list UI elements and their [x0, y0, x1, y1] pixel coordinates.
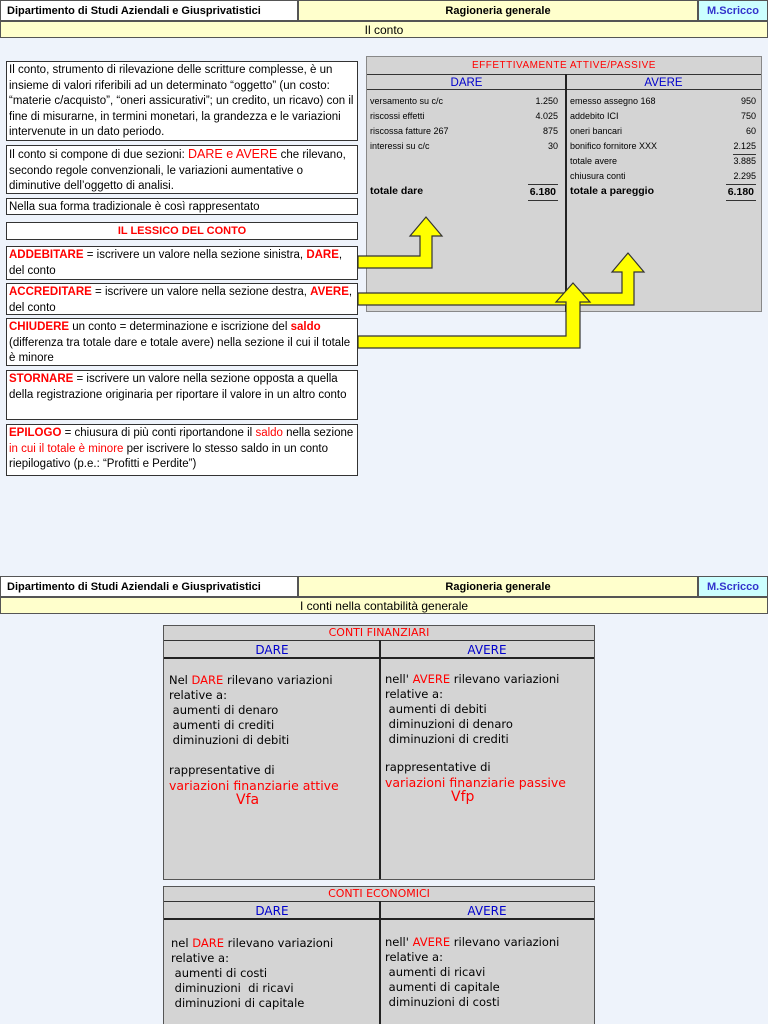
conti-finanziari-title: CONTI FINANZIARI: [328, 626, 430, 639]
dare-total-row: totale dare 6.180: [370, 184, 558, 199]
def-accreditare-end: , del conto: [9, 286, 353, 314]
eco-dare-header: DARE: [164, 901, 380, 920]
def-epilogo-mid: nella sezione: [282, 427, 354, 439]
term-stornare: STORNARE: [9, 373, 74, 385]
avere-row: addebito ICI 750: [570, 111, 756, 121]
fin-dare-header: DARE: [164, 640, 380, 659]
t-account-title: EFFETTIVAMENTE ATTIVE/PASSIVE: [472, 60, 656, 71]
arrow-addebitare-icon: [358, 217, 442, 268]
def-stornare: = iscrivere un valore nella sezione opposta a quella della registrazione originaria per riportare il valore in un altro conto: [9, 373, 347, 401]
term-addebitare: ADDEBITARE: [9, 249, 84, 261]
term-avere: AVERE: [310, 286, 349, 298]
slide2-header: [0, 576, 768, 597]
avere-row: oneri bancari 60: [570, 126, 756, 136]
dare-row: interessi su c/c 30: [370, 141, 558, 151]
def-epilogo-end: per iscrivere lo stesso saldo in un conto riepilogativo (p.e.: “Profitti e Perdite”): [9, 442, 328, 470]
author-label: M.Scricco: [698, 0, 768, 21]
avere-row: emesso assegno 168 950: [570, 96, 756, 106]
def-chiudere-end: (differenza tra totale dare e totale avere) nella sezione il cui il totale è minore: [9, 336, 351, 364]
avere-row: bonifico fornitore XXX 2.125: [570, 139, 756, 154]
conti-economici-box: [163, 886, 595, 1024]
t-account-avere-header: AVERE: [566, 74, 761, 90]
conti-economici-title: CONTI ECONOMICI: [328, 887, 430, 900]
dare-row: versamento su c/c 1.250: [370, 96, 558, 106]
department-label: Dipartimento di Studi Aziendali e Giusprivatistici: [0, 0, 298, 21]
fin-dare-text: Nel DARE rilevano variazioni relative a: aumenti di denaro aumenti di crediti diminuzioni di debiti rappresentative di variazioni finanziarie attive Vfa: [169, 673, 339, 808]
eco-avere-text: nell' AVERE rilevano variazioni relative a: aumenti di ricavi aumenti di capitale diminuzioni di costi: [385, 935, 560, 1009]
def-epilogo: = chiusura di più conti riportandone il: [61, 427, 256, 439]
eco-dare-text: nel DARE rilevano variazioni relative a: aumenti di costi diminuzioni di ricavi diminuzioni di capitale: [171, 936, 334, 1010]
fin-avere-text: nell' AVERE rilevano variazioni relative a: aumenti di debiti diminuzioni di denaro diminuzioni di crediti rappresentative di variazioni finanziarie passive Vfp: [385, 672, 566, 805]
fin-avere-header: AVERE: [380, 640, 594, 659]
def-addebitare: = iscrivere un valore nella sezione sinistra,: [83, 249, 307, 261]
def-addebitare-end: , del conto: [9, 249, 343, 277]
avere-row: chiusura conti 2.295: [570, 169, 756, 184]
def-accreditare: = iscrivere un valore nella sezione destra,: [91, 286, 311, 298]
def-chiudere: un conto = determinazione e iscrizione del: [69, 321, 291, 333]
avere-row: totale avere 3.885: [570, 156, 756, 166]
department-label: Dipartimento di Studi Aziendali e Giusprivatistici: [0, 576, 298, 597]
avere-total-row: totale a pareggio 6.180: [570, 184, 756, 199]
slide2-title: I conti nella contabilità generale: [0, 597, 768, 614]
course-label: Ragioneria generale: [298, 0, 698, 21]
sections-text-b: che rilevano, secondo regole convenzionali, le variazioni aumentative o diminutive dell’oggetto di analisi.: [9, 149, 346, 192]
traditional-text: Nella sua forma tradizionale è così rappresentato: [6, 198, 358, 215]
term-totale-minore: in cui il totale è minore: [9, 442, 124, 455]
intro-text: Il conto, strumento di rilevazione delle scritture complesse, è un insieme di valori riferibili ad un determinato “oggetto” (un costo: “materie c/acquisto”, “oneri assicurativi”; un credito, un ricavo) con il fine di misurarne, in termini monetari, la grandezza e le variazioni intervenute in un dato periodo.: [6, 61, 358, 141]
term-dare: DARE: [306, 249, 339, 261]
course-label: Ragioneria generale: [298, 576, 698, 597]
dare-row: riscossi effetti 4.025: [370, 111, 558, 121]
slide1-title: Il conto: [0, 21, 768, 38]
term-saldo-2: saldo: [255, 427, 283, 439]
sections-dare-avere: DARE e AVERE: [188, 147, 278, 161]
term-accreditare: ACCREDITARE: [9, 286, 92, 298]
term-epilogo: EPILOGO: [9, 427, 62, 439]
t-account-dare-header: DARE: [367, 74, 566, 90]
sections-text-a: Il conto si compone di due sezioni:: [9, 149, 188, 161]
term-chiudere: CHIUDERE: [9, 321, 70, 333]
fin-divider: [379, 640, 381, 879]
author-label: M.Scricco: [698, 576, 768, 597]
eco-avere-header: AVERE: [380, 901, 594, 920]
conti-finanziari-box: [163, 625, 595, 880]
eco-divider: [379, 901, 381, 1024]
term-saldo: saldo: [290, 321, 321, 333]
lexicon-title: IL LESSICO DEL CONTO: [6, 222, 358, 240]
dare-row: riscossa fatture 267 875: [370, 126, 558, 136]
